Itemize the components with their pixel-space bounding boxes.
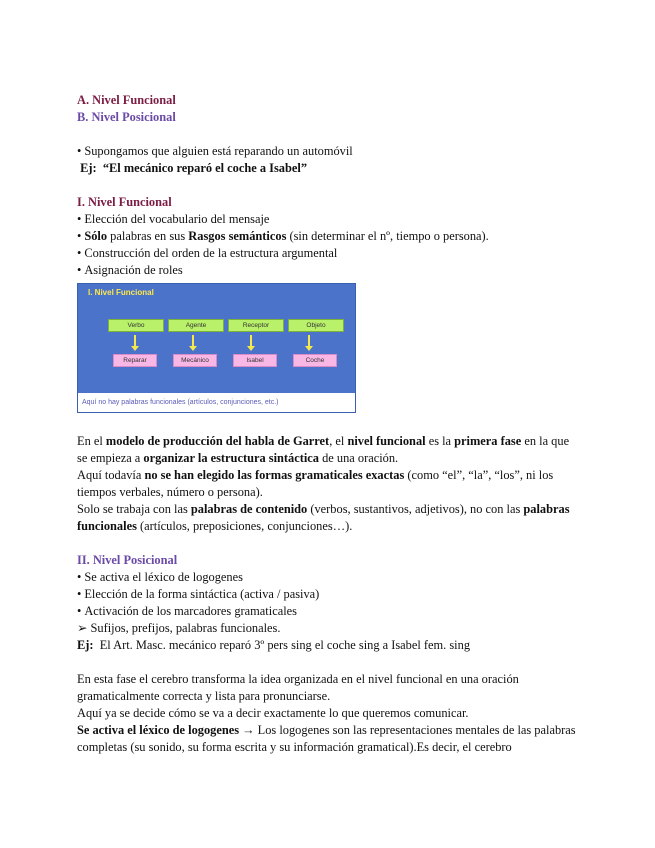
arrow-bullet-icon: ➢ <box>77 621 88 635</box>
paragraph-formas: Aquí todavía no se han elegido las formas gramaticales exactas (como “el”, “la”, “los”, ni los tiempos verbales, número o persona). <box>77 468 554 499</box>
role-box: Agente <box>168 319 224 332</box>
word-box: Coche <box>293 354 337 367</box>
down-arrow-icon <box>192 335 194 347</box>
intro-line: • Supongamos que alguien está reparando un automóvil <box>77 144 353 158</box>
down-arrow-icon <box>250 335 252 347</box>
posicional-heading: II. Nivel Posicional <box>77 553 178 567</box>
word-box: Mecánico <box>173 354 217 367</box>
posicional-item: • Se activa el léxico de logogenes <box>77 570 243 584</box>
intro-example: Ej: “El mecánico reparó el coche a Isabel” <box>80 161 308 175</box>
document-body <box>77 92 577 756</box>
down-arrow-icon <box>134 335 136 347</box>
posicional-item: • Elección de la forma sintáctica (activa / pasiva) <box>77 587 320 601</box>
section-b-heading: B. Nivel Posicional <box>77 110 176 124</box>
paragraph-logogenes: Se activa el léxico de logogenes → Los logogenes son las representaciones mentales de las palabras completas (su sonido, su forma escrita y su información gramatical).Es decir, el cerebro <box>77 723 576 754</box>
funcional-heading: I. Nivel Funcional <box>77 195 172 209</box>
word-box: Reparar <box>113 354 157 367</box>
nivel-funcional-figure <box>77 283 356 413</box>
posicional-item: • Activación de los marcadores gramaticales <box>77 604 297 618</box>
figure-word-row <box>113 354 337 367</box>
section-a-heading: A. Nivel Funcional <box>77 93 176 107</box>
figure-role-row <box>108 319 348 332</box>
role-box: Objeto <box>288 319 344 332</box>
posicional-subitem: ➢ Sufijos, prefijos, palabras funcionales. <box>77 621 281 635</box>
funcional-item: • Sólo palabras en sus Rasgos semánticos (sin determinar el nº, tiempo o persona). <box>77 229 489 243</box>
funcional-item: • Asignación de roles <box>77 263 183 277</box>
paragraph-contenido: Solo se trabaja con las palabras de contenido (verbos, sustantivos, adjetivos), no con las palabras funcionales (artículos, preposiciones, conjunciones…). <box>77 502 570 533</box>
word-box: Isabel <box>233 354 277 367</box>
posicional-example: Ej: El Art. Masc. mecánico reparó 3º pers sing el coche sing a Isabel fem. sing <box>77 638 471 652</box>
paragraph-decide: Aquí ya se decide cómo se va a decir exactamente lo que queremos comunicar. <box>77 706 469 720</box>
figure-title: I. Nivel Funcional <box>88 288 154 297</box>
paragraph-garret: En el modelo de producción del habla de Garret, el nivel funcional es la primera fase en la que se empieza a organizar la estructura sintáctica de una oración. <box>77 434 570 465</box>
funcional-item: • Construcción del orden de la estructura argumental <box>77 246 338 260</box>
paragraph-fase: En esta fase el cerebro transforma la idea organizada en el nivel funcional en una oración gramaticalmente correcta y lista para pronunciarse. <box>77 672 519 703</box>
role-box: Verbo <box>108 319 164 332</box>
funcional-item: • Elección del vocabulario del mensaje <box>77 212 270 226</box>
figure-footer: Aquí no hay palabras funcionales (artículos, conjunciones, etc.) <box>78 393 355 412</box>
down-arrow-icon <box>308 335 310 347</box>
role-box: Receptor <box>228 319 284 332</box>
